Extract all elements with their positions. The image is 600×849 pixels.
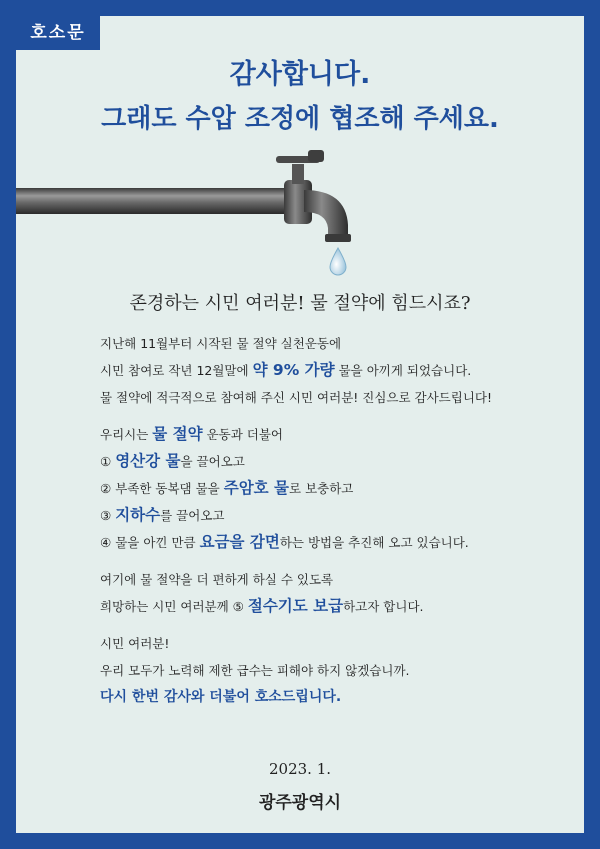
headline-request: 그래도 수압 조정에 협조해 주세요. [101,104,499,134]
text-segment: 우리시는 [100,427,153,442]
item-number: ③ [100,508,112,523]
highlight-groundwater: 지하수 [115,506,161,524]
list-item-1 [100,448,570,475]
headline-thanks: 감사합니다. [229,59,371,90]
p3-line1: 여기에 물 절약을 더 편하게 하실 수 있도록 [100,572,334,587]
highlight-9-percent: 약 9% 가량 [252,361,335,379]
text-segment: 하는 방법을 추진해 오고 있습니다. [279,535,469,550]
p1-line2 [100,357,570,384]
item-number: ① [100,454,112,469]
list-item-3 [100,502,570,529]
highlight-fee-reduction: 요금을 감면 [199,533,280,551]
text-segment: 를 끌어오고 [160,508,225,523]
p4-line1: 시민 여러분! [100,636,170,651]
list-item-4 [100,529,570,556]
text-segment: 을 끌어오고 [180,454,245,469]
closing-appeal: 다시 한번 감사와 더불어 호소드립니다. [100,689,342,705]
highlight-water-saving: 물 절약 [152,425,203,443]
p1-line3: 물 절약에 적극적으로 참여해 주신 시민 여러분! 진심으로 감사드립니다! [100,390,492,405]
text-segment: 하고자 합니다. [343,599,424,614]
text-segment: 운동과 더불어 [202,427,284,442]
text-segment: 부족한 동복댐 물을 [115,481,224,496]
badge-label: 호소문 [16,16,100,50]
text-segment: 로 보충하고 [289,481,354,496]
highlight-yeongsan-river: 영산강 물 [115,452,181,470]
highlight-water-saver-supply: 절수기도 보급 [247,597,344,615]
issuing-organization: 광주광역시 [258,793,342,813]
highlight-juam-lake: 주암호 물 [223,479,290,497]
text-segment: 시민 참여로 작년 12월말에 [100,363,253,378]
item-number: ② [100,481,112,496]
p2-intro [100,421,570,448]
text-segment: 물을 아낀 만큼 [115,535,200,550]
water-faucet-icon [16,150,376,280]
text-segment: 물을 아끼게 되었습니다. [334,363,472,378]
p4-line2: 우리 모두가 노력해 제한 급수는 피해야 하지 않겠습니까. [100,663,410,678]
letter-body [100,330,570,711]
item-number: ④ [100,535,112,550]
p1-line1: 지난해 11월부터 시작된 물 절약 실천운동에 [100,336,342,351]
list-item-2 [100,475,570,502]
greeting-line: 존경하는 시민 여러분! 물 절약에 힘드시죠? [129,293,471,314]
p3-line2 [100,593,570,620]
issue-date: 2023. 1. [268,760,332,778]
text-segment: 희망하는 시민 여러분께 ⑤ [100,599,248,614]
